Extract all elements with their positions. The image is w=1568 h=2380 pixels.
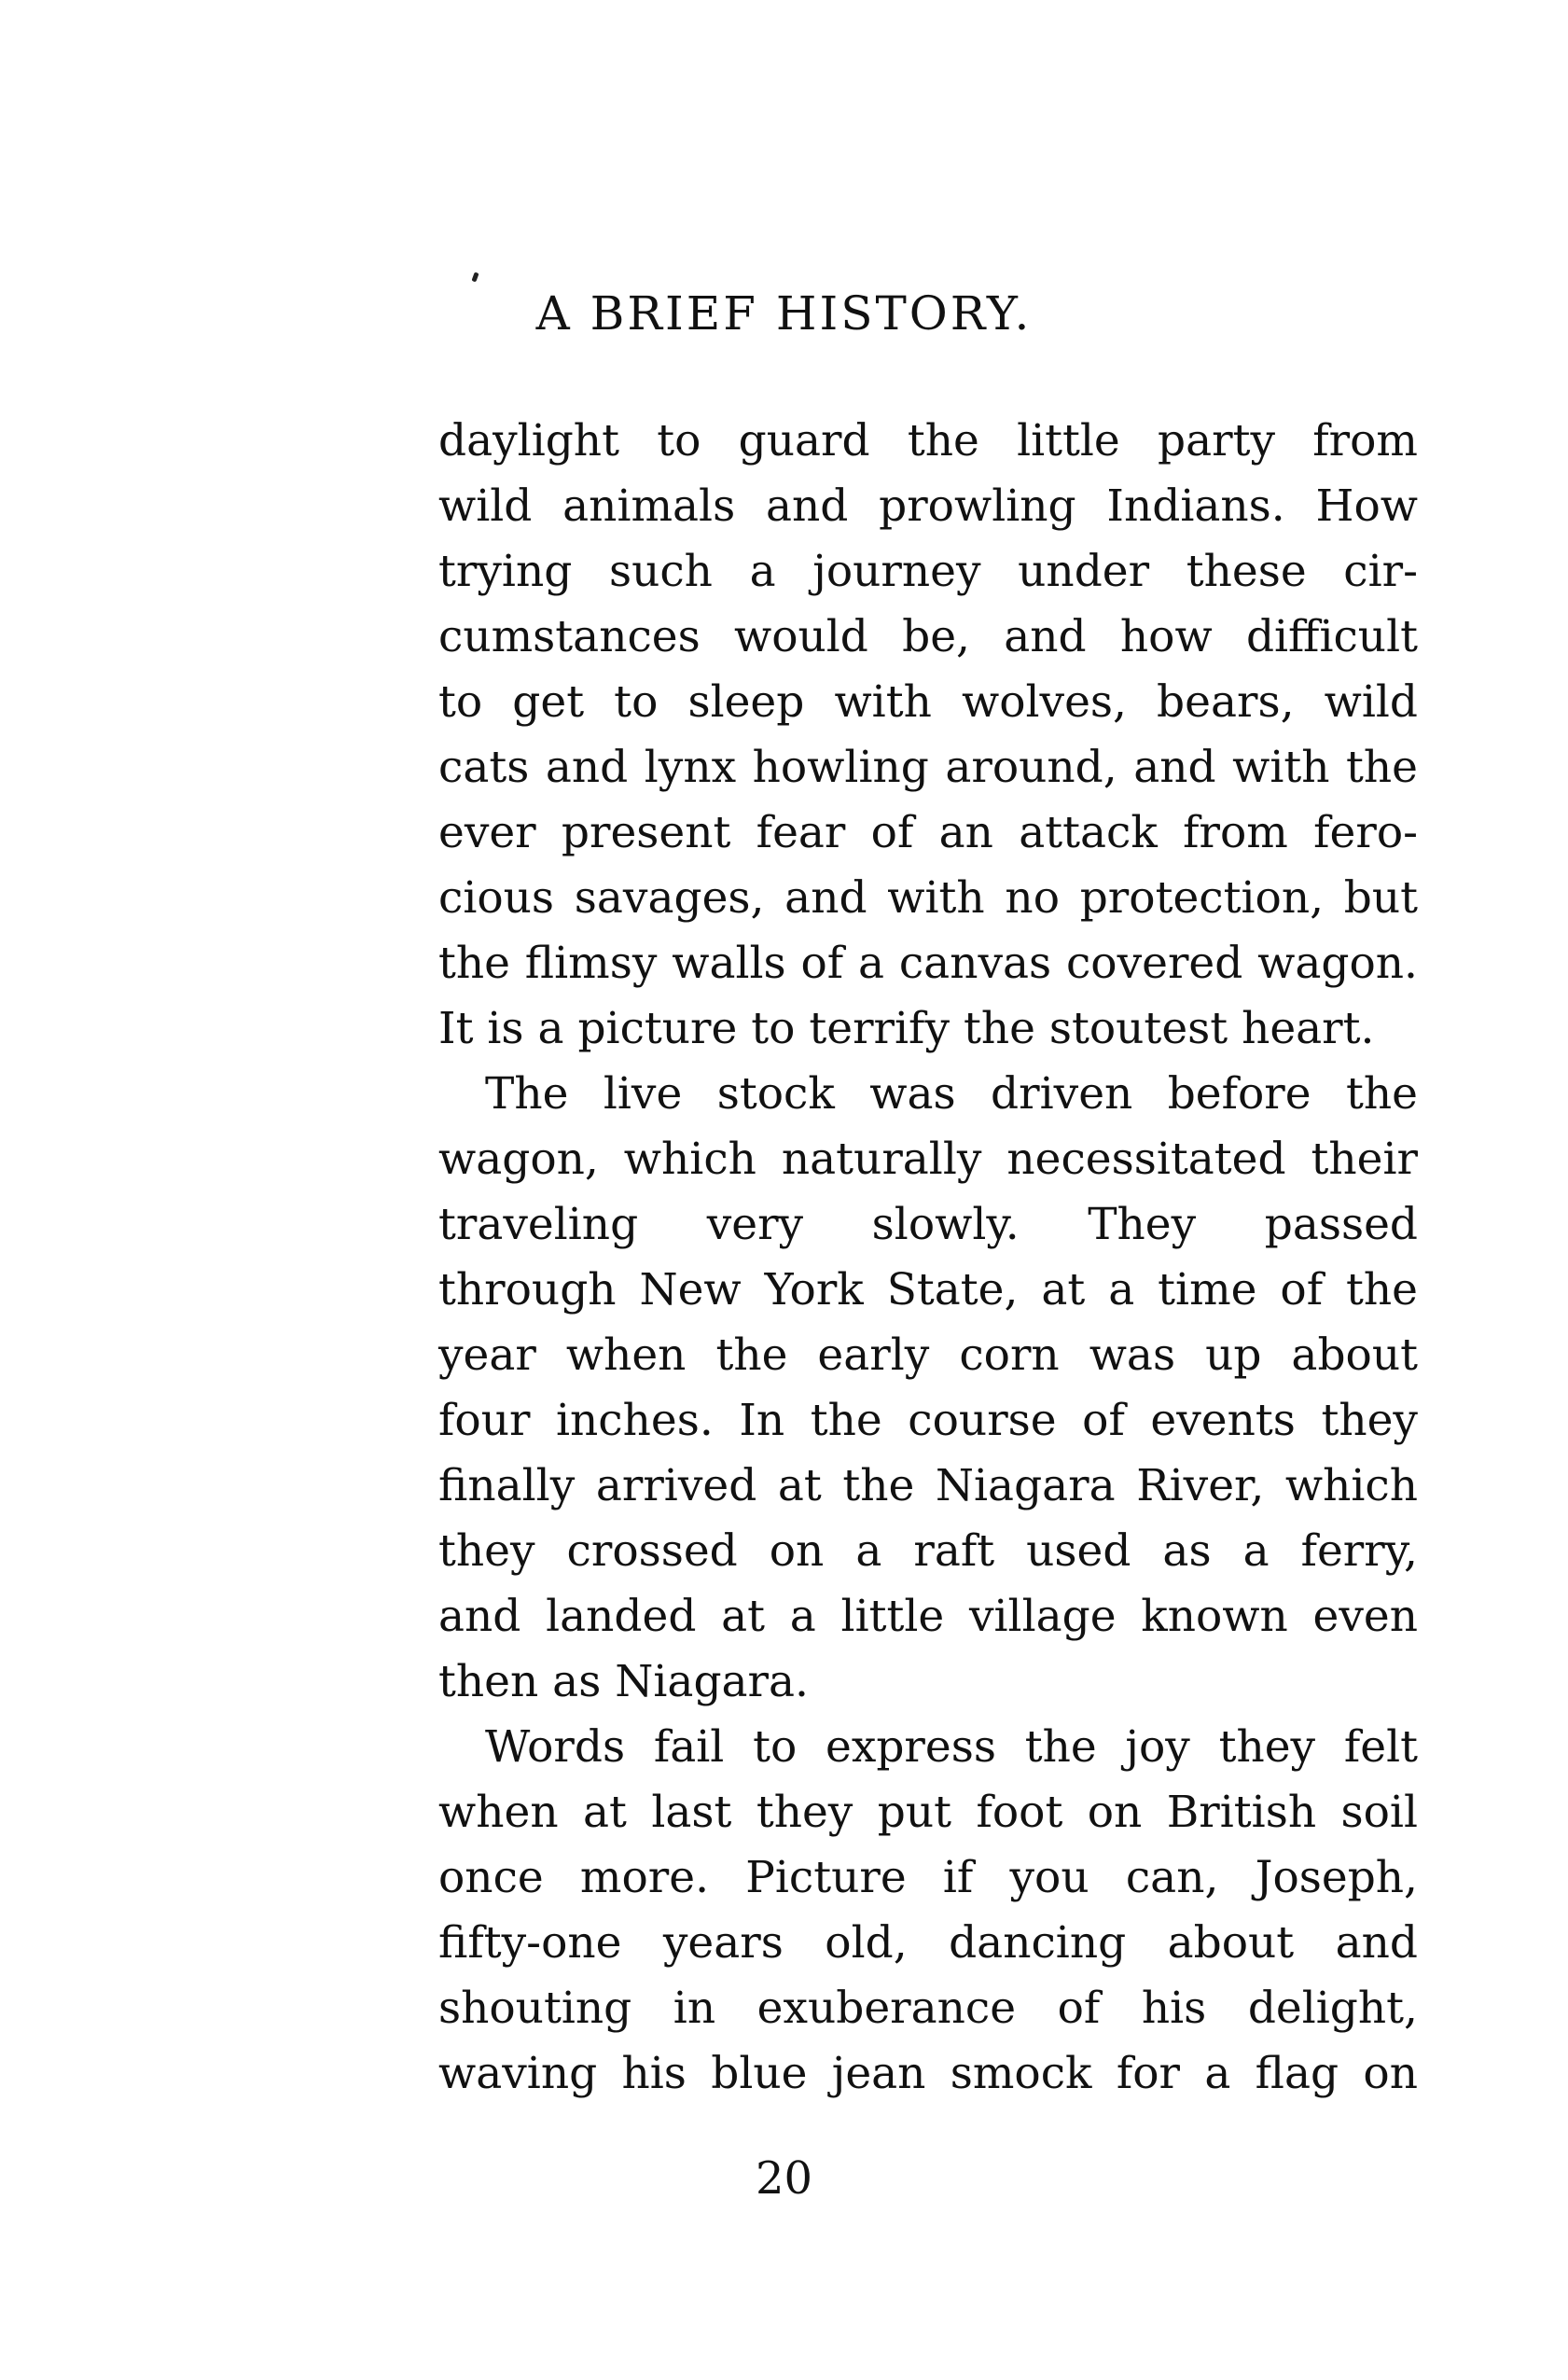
text-line: through New York State, at a time of the (438, 1264, 1418, 1315)
text-line: waving his blue jean smock for a flag on (438, 2048, 1418, 2099)
body-text (438, 409, 1418, 2107)
text-line: traveling very slowly. They passed (438, 1199, 1418, 1250)
text-line: cumstances would be, and how difficult (438, 611, 1418, 662)
text-line: cious savages, and with no protection, but (438, 872, 1418, 924)
text-line: and landed at a little village known even (438, 1591, 1418, 1642)
text-line: trying such a journey under these cir- (438, 546, 1418, 597)
text-line: cats and lynx howling around, and with the (438, 742, 1418, 793)
text-line: they crossed on a raft used as a ferry, (438, 1525, 1418, 1577)
paragraph-first-line: Words fail to express the joy they felt (485, 1721, 1418, 1773)
paragraph-first-line: The live stock was driven before the (485, 1068, 1418, 1120)
text-line: the flimsy walls of a canvas covered wagon. (438, 938, 1418, 989)
text-line: wagon, which naturally necessitated their (438, 1134, 1418, 1185)
text-line: It is a picture to terrify the stoutest heart. (438, 1003, 1375, 1054)
text-line: four inches. In the course of events they (438, 1395, 1418, 1446)
text-line: wild animals and prowling Indians. How (438, 480, 1418, 532)
text-line: to get to sleep with wolves, bears, wild (438, 676, 1418, 728)
text-line: ever present fear of an attack from fero- (438, 807, 1418, 858)
text-line: then as Niagara. (438, 1656, 809, 1707)
running-head: A BRIEF HISTORY. (535, 286, 1033, 341)
text-line: when at last they put foot on British soil (438, 1787, 1418, 1838)
text-line: once more. Picture if you can, Joseph, (438, 1852, 1418, 1903)
text-line: finally arrived at the Niagara River, which (438, 1460, 1418, 1511)
text-line: daylight to guard the little party from (438, 415, 1418, 466)
text-line: shouting in exuberance of his delight, (438, 1983, 1418, 2034)
text-line: fifty-one years old, dancing about and (438, 1917, 1418, 1969)
page-number: 20 (755, 2152, 813, 2205)
text-line: year when the early corn was up about (438, 1329, 1418, 1381)
